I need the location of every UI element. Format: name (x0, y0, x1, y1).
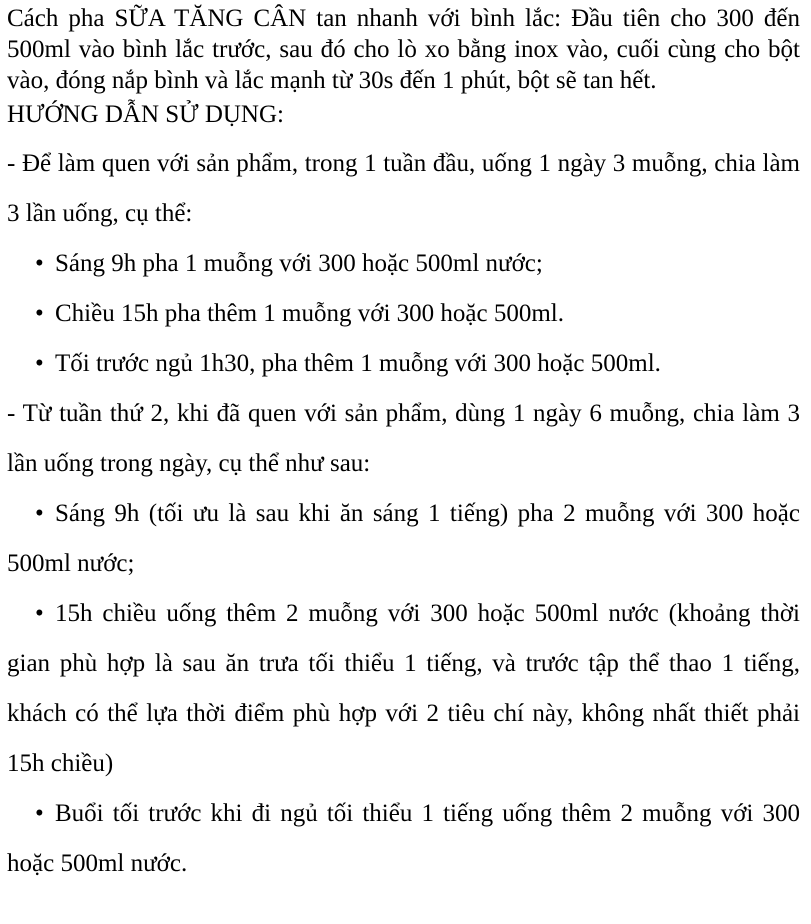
intro-paragraph: Cách pha SỮA TĂNG CÂN tan nhanh với bình lắc: Đầu tiên cho 300 đến 500ml vào bình lắc trước, sau đó cho lò xo bằng inox vào, cuối cùng cho bột vào, đóng nắp bình và lắc mạnh từ 30s đến 1 phút, bột sẽ tan hết. (7, 5, 800, 94)
list-item: • 15h chiều uống thêm 2 muỗng với 300 hoặc 500ml nước (khoảng thời gian phù hợp là sau ăn trưa tối thiểu 1 tiếng, và trước tập thể thao 1 tiếng, khách có thể lựa thời điểm phù hợp với 2 tiêu chí này, không nhất thiết phải 15h chiều) (7, 589, 800, 789)
bullet-icon: • (35, 300, 44, 327)
bullet-icon: • (35, 350, 44, 377)
list-item: • Chiều 15h pha thêm 1 muỗng với 300 hoặc 500ml. (7, 289, 800, 339)
bullet-icon: • (35, 250, 44, 277)
bullet-icon: • (35, 500, 44, 527)
week2-paragraph: - Từ tuần thứ 2, khi đã quen với sản phẩm, dùng 1 ngày 6 muỗng, chia làm 3 lần uống trong ngày, cụ thể như sau: (7, 400, 800, 477)
list-item: • Buổi tối trước khi đi ngủ tối thiểu 1 tiếng uống thêm 2 muỗng với 300 hoặc 500ml nước. (7, 789, 800, 889)
list-item: • Sáng 9h (tối ưu là sau khi ăn sáng 1 tiếng) pha 2 muỗng với 300 hoặc 500ml nước; (7, 489, 800, 589)
week1-paragraph: - Để làm quen với sản phẩm, trong 1 tuần đầu, uống 1 ngày 3 muỗng, chia làm 3 lần uống, cụ thể: (7, 150, 800, 227)
bullet-icon: • (35, 600, 44, 627)
bullet-icon: • (35, 800, 44, 827)
document-body (7, 0, 800, 889)
usage-heading: HƯỚNG DẪN SỬ DỤNG: (7, 101, 284, 128)
list-item: • Tối trước ngủ 1h30, pha thêm 1 muỗng với 300 hoặc 500ml. (7, 339, 800, 389)
list-item: • Sáng 9h pha 1 muỗng với 300 hoặc 500ml nước; (7, 239, 800, 289)
